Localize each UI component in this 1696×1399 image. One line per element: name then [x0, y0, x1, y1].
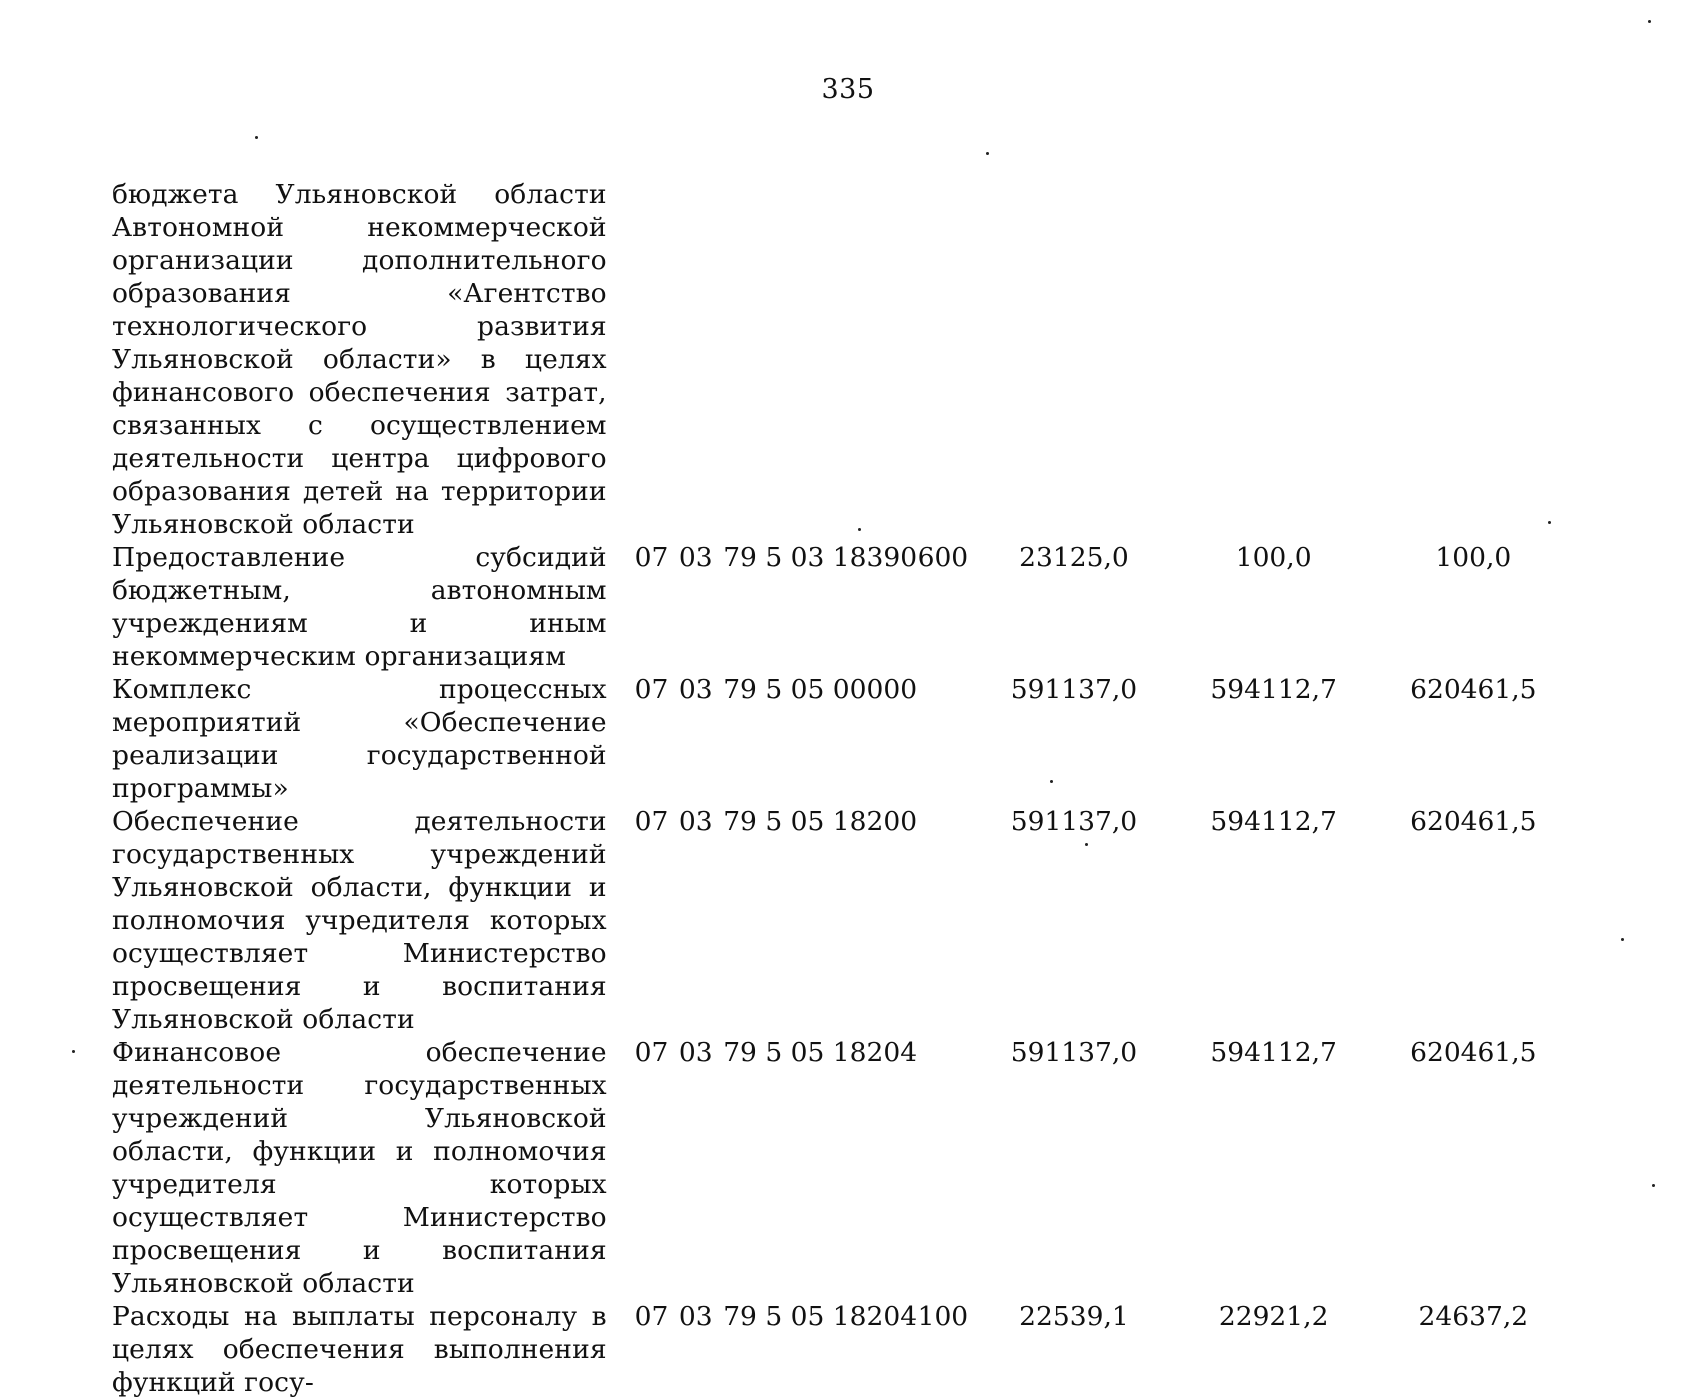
amount-year-1: 23125,0	[1019, 542, 1129, 573]
razdel-code: 07	[634, 1037, 669, 1068]
scan-speck	[1648, 20, 1651, 23]
target-article-code: 79 5 05 18204	[723, 1037, 918, 1068]
table-row	[112, 673, 1572, 805]
amount-year-1: 591137,0	[1010, 674, 1138, 705]
amount-year-1: 22539,1	[1019, 1301, 1129, 1332]
row-description: Предоставление субсидий бюджетным, автономным учреждениям и иным некоммерческим организациям	[112, 542, 607, 672]
table-row	[112, 805, 1572, 1036]
podrazdel-code: 03	[678, 1037, 713, 1068]
target-article-code: 79 5 05 18204	[723, 1301, 918, 1332]
table-row	[112, 541, 1572, 673]
row-description: Финансовое обеспечение деятельности государственных учреждений Ульяновской области, функции и полномочия учредителя которых осуществляет Министерство просвещения и воспитания Ульяновской области	[112, 1037, 607, 1299]
amount-year-3: 620461,5	[1410, 1037, 1537, 1068]
razdel-code: 07	[634, 674, 669, 705]
amount-year-3: 620461,5	[1410, 674, 1537, 705]
scan-speck	[1652, 1184, 1655, 1187]
table-row	[112, 1036, 1572, 1300]
target-article-code: 79 5 03 18390	[723, 542, 918, 573]
podrazdel-code: 03	[678, 674, 713, 705]
scan-speck	[986, 152, 989, 155]
row-description: бюджета Ульяновской области Автономной некоммерческой организации дополнительного образования «Агентство технологического развития Ульяновской области» в целях финансового обеспечения затрат, связанных с осуществлением деятельности центра цифрового образования детей на территории Ульяновской области	[112, 179, 607, 540]
row-description: Комплекс процессных мероприятий «Обеспечение реализации государственной программы»	[112, 674, 607, 804]
razdel-code: 07	[634, 1301, 669, 1332]
amount-year-2: 594112,7	[1210, 806, 1337, 837]
target-article-code: 79 5 05 18200	[723, 806, 918, 837]
razdel-code: 07	[634, 542, 669, 573]
scan-speck	[858, 528, 861, 531]
podrazdel-code: 03	[678, 806, 713, 837]
expense-type-code: 600	[917, 542, 969, 573]
razdel-code: 07	[634, 806, 669, 837]
amount-year-2: 100,0	[1235, 542, 1312, 573]
row-description: Расходы на выплаты персоналу в целях обеспечения выполнения функций госу-	[112, 1301, 607, 1398]
row-description: Обеспечение деятельности государственных учреждений Ульяновской области, функции и полномочия учредителя которых осуществляет Министерство просвещения и воспитания Ульяновской области	[112, 806, 607, 1035]
amount-year-1: 591137,0	[1010, 1037, 1138, 1068]
amount-year-2: 594112,7	[1210, 674, 1337, 705]
scan-speck	[1548, 521, 1551, 524]
scan-speck	[1085, 843, 1088, 846]
podrazdel-code: 03	[678, 542, 713, 573]
scan-speck	[255, 136, 258, 139]
target-article-code: 79 5 05 00000	[723, 674, 918, 705]
amount-year-3: 620461,5	[1410, 806, 1537, 837]
amount-year-1: 591137,0	[1010, 806, 1138, 837]
page-number: 335	[821, 74, 875, 105]
amount-year-2: 594112,7	[1210, 1037, 1337, 1068]
scan-speck	[72, 1050, 75, 1053]
scan-speck	[1050, 780, 1053, 783]
amount-year-2: 22921,2	[1218, 1301, 1329, 1332]
table-row	[112, 178, 1572, 541]
table-row	[112, 1300, 1572, 1399]
amount-year-3: 100,0	[1435, 542, 1512, 573]
scan-speck	[1621, 938, 1624, 941]
budget-table	[112, 178, 1572, 1399]
amount-year-3: 24637,2	[1418, 1301, 1529, 1332]
podrazdel-code: 03	[678, 1301, 713, 1332]
expense-type-code: 100	[917, 1301, 969, 1332]
